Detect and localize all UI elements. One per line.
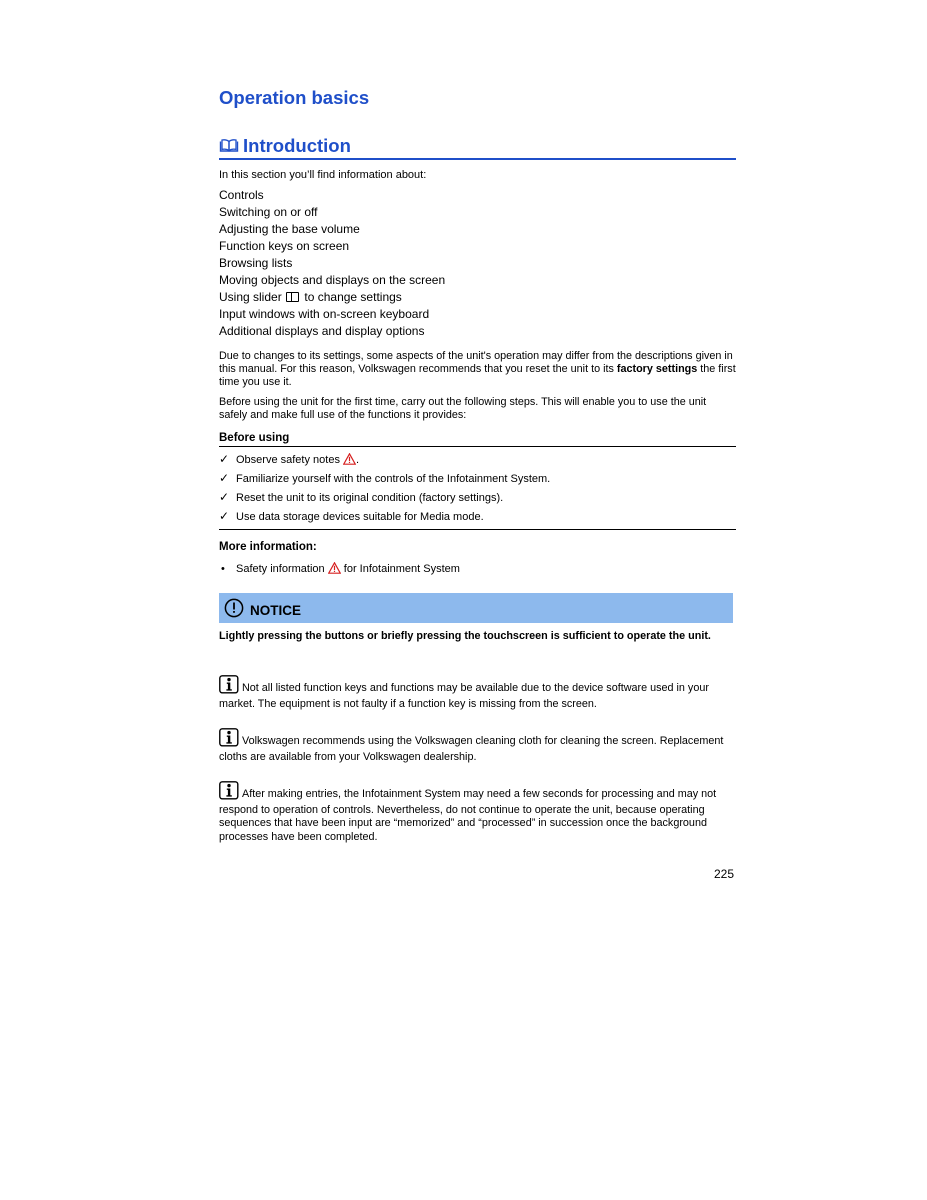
checklist-text: Familiarize yourself with the controls of the Infotainment System.	[236, 473, 551, 485]
topic-item: Additional displays and display options	[219, 324, 425, 338]
topic-item: Browsing lists	[219, 256, 293, 270]
checklist-text: Use data storage devices suitable for Media mode.	[236, 511, 484, 523]
topic-item	[219, 289, 445, 306]
topic-item: Function keys on screen	[219, 239, 350, 253]
notice-text: Lightly pressing the buttons or briefly pressing the touchscreen is sufficient to operate the unit.	[219, 630, 711, 642]
exclamation-circle-icon	[224, 598, 244, 623]
info-note	[219, 728, 736, 764]
info-text: Volkswagen recommends using the Volkswagen cleaning cloth for cleaning the screen. Replacement cloths are available from your Volkswagen dealership.	[219, 735, 724, 764]
checkmark-icon: ✓	[219, 452, 230, 466]
topic-item: Input windows with on-screen keyboard	[219, 307, 430, 321]
checklist-text: Observe safety notes	[236, 454, 340, 466]
divider	[219, 529, 736, 530]
bullet-icon: •	[221, 563, 225, 575]
info-icon	[219, 675, 239, 698]
warning-icon	[343, 453, 356, 470]
slider-icon	[286, 292, 299, 302]
book-icon	[219, 136, 239, 158]
checklist-item	[219, 452, 550, 471]
page-heading: Operation basics	[219, 87, 370, 108]
notice-label: NOTICE	[250, 603, 302, 618]
checklist-item	[219, 471, 550, 490]
checkmark-icon: ✓	[219, 490, 230, 504]
section-title: Introduction	[243, 135, 351, 156]
topic-text: Using slider	[219, 290, 282, 304]
checkmark-icon: ✓	[219, 509, 230, 523]
topic-item: Adjusting the base volume	[219, 222, 360, 236]
paragraph-text: the first time you use it.	[219, 363, 736, 389]
warning-icon	[328, 562, 341, 577]
first-use-paragraph: Before using the unit for the first time, carry out the following steps. This will enable you to use the unit safely and make full use of the functions it provides:	[219, 396, 707, 422]
period: .	[356, 454, 360, 466]
before-using-heading: Before using	[219, 432, 736, 447]
info-icon	[219, 781, 239, 804]
topic-item: Switching on or off	[219, 205, 318, 219]
intro-text: In this section you’ll find information about:	[219, 169, 427, 181]
more-info-suffix: for Infotainment System	[343, 563, 460, 575]
info-note	[219, 675, 736, 711]
checklist-text: Reset the unit to its original condition (factory settings).	[236, 492, 504, 504]
info-text: After making entries, the Infotainment System may need a few seconds for processing and may not respond to operation of controls. Nevertheless, do not continue to operate the unit, because operating sequences that have been input are “memorized” and “processed” in succession once the background processes have been completed.	[219, 788, 717, 843]
checklist	[219, 452, 550, 528]
checklist-item	[219, 490, 550, 509]
more-info-heading: More information:	[219, 541, 317, 553]
topic-item: Moving objects and displays on the screen	[219, 273, 446, 287]
paragraph-bold: factory settings	[616, 363, 698, 376]
settings-paragraph	[219, 350, 736, 390]
paragraph-text: Due to changes to its settings, some aspects of the unit's operation may differ from the descriptions given in this manual. For this reason, Volkswagen recommends that you reset the unit to its	[219, 350, 733, 376]
notice-banner	[219, 593, 733, 623]
topic-text: to change settings	[304, 290, 402, 304]
topic-list	[219, 187, 445, 340]
info-note	[219, 781, 736, 844]
page-number: 225	[713, 867, 734, 881]
checkmark-icon: ✓	[219, 471, 230, 485]
more-info-prefix: Safety information	[236, 563, 325, 575]
checklist-item	[219, 509, 550, 528]
info-icon	[219, 728, 239, 751]
info-text: Not all listed function keys and functions may be available due to the device software used in your market. The equipment is not faulty if a function key is missing from the screen.	[219, 682, 709, 711]
section-heading	[219, 135, 736, 160]
topic-item: Controls	[219, 188, 264, 202]
more-info-item	[219, 562, 460, 577]
